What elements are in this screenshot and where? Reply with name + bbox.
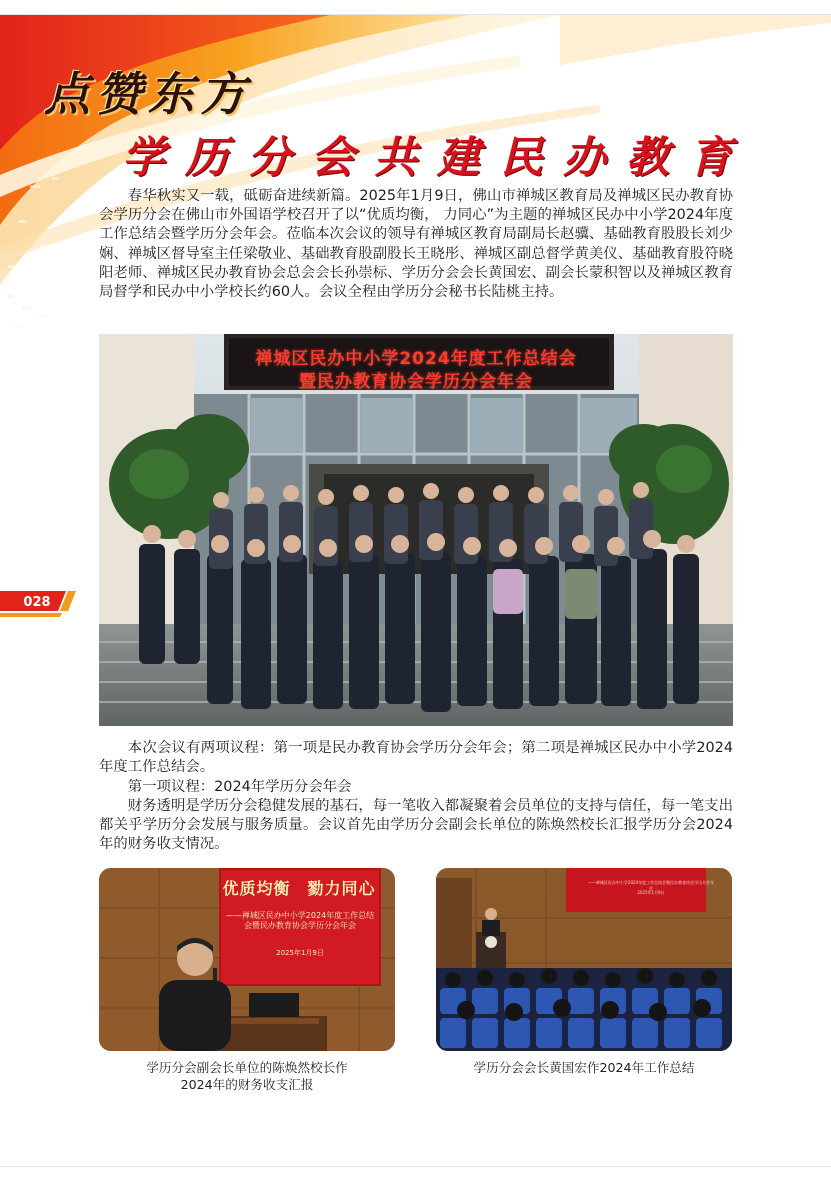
conference-photo-right [436,868,732,1051]
intro-paragraph: 春华秋实又一载，砥砺奋进续新篇。2025年1月9日，佛山市禅城区教育局及禅城区民办教育协会学历分会在佛山市外国语学校召开了以“优质均衡， 力同心”为主题的禅城区民办中小学2024年度工作总结会暨学历分会年会。莅临本次会议的领导有禅城区教育局副局长赵骥、基础教育股股长刘少娴、禅城区督导室主任梁敬业、基础教育股副股长王晓彤、禅城区副总督学黄美仪、基础教育股符晓阳老师、禅城区民办教育协会总会会长孙崇标、学历分会会长黄国宏、副会长蒙积智以及禅城区教育局督学和民办中小学校长约60人。会议全程由学历分会秘书长陆桃主持。 [99,188,733,301]
caption-left: 学历分会副会长单位的陈焕然校长作2024年的财务收支汇报 [146,1060,348,1092]
article-headline: 学历分会共建民办教育 [122,133,752,183]
group-photo [99,334,733,726]
group-photo-illustration [99,334,733,726]
page-number: 028 [23,595,51,610]
right-screen-date: 2025年1月9日 [637,890,665,895]
caption-right: 学历分会会长黄国宏作2024年工作总结 [473,1060,695,1075]
led-banner-line2: 暨民办教育协会学历分会年会 [299,372,533,392]
left-screen-title: 优质均衡 勠力同心 [222,879,376,898]
agenda-paragraph: 本次会议有两项议程：第一项是民办教育协会学历分会年会；第二项是禅城区民办中小学2024年度工作总结会。 [99,740,733,776]
left-screen-subtitle-1: ——禅城区民办中小学2024年度工作总结 [225,911,375,920]
led-banner-line1: 禅城区民办中小学2024年度工作总结会 [255,349,577,369]
bottom-rule [0,1166,831,1167]
left-screen-date: 2025年1月9日 [276,949,324,957]
agenda-item-one: 第一项议程：2024年学历分会年会 [127,779,352,795]
left-screen-subtitle-2: 会暨民办教育协会学历分会年会 [244,921,356,930]
finance-paragraph: 财务透明是学历分会稳健发展的基石，每一笔收入都凝聚着会员单位的支持与信任，每一笔支出都关乎学历分会发展与服务质量。会议首先由学历分会副会长单位的陈焕然校长汇报学历分会2024年的财务收支情况。 [99,798,733,853]
right-screen-subtitle: ——禅城区民办中小学2024年度工作总结会暨民办教育协会学历分会年会 [587,880,715,891]
series-title: 点赞东方 [44,67,252,121]
speaker-photo-left [99,868,395,1051]
